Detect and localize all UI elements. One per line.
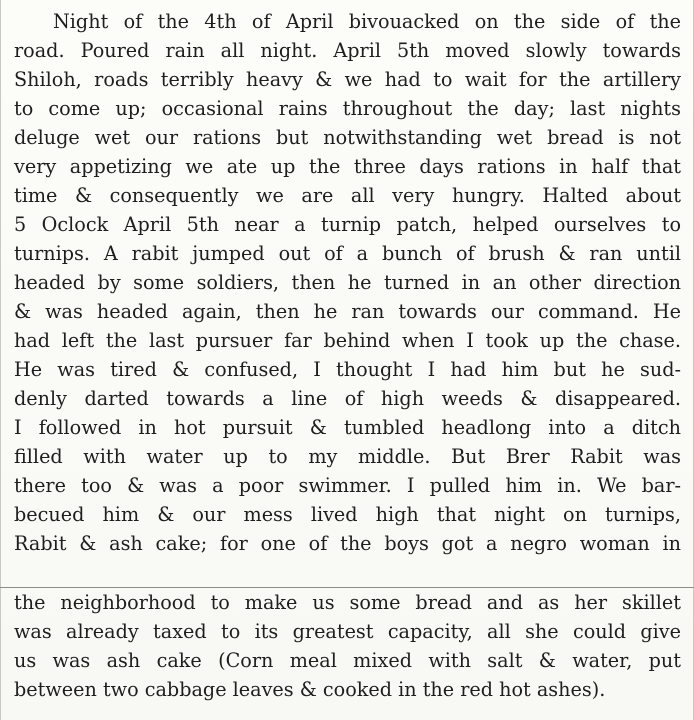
text-line-11-content: & was headed again, then he ran towards our command. He [14, 300, 681, 323]
text-line-4 [14, 94, 681, 123]
text-line-16 [14, 442, 681, 471]
text-line-8 [14, 210, 681, 239]
text-line-13-content: He was tired & confused, I thought I had him but he sud- [14, 358, 681, 381]
text-line-23-content: between two cabbage leaves & cooked in the red hot ashes). [14, 678, 606, 701]
text-line-23 [14, 675, 681, 704]
text-line-7 [14, 181, 681, 210]
text-line-16-content: filled with water up to my middle. But Brer Rabit was [14, 445, 681, 468]
text-line-3 [14, 65, 681, 94]
text-line-17-content: there too & was a poor swimmer. I pulled him in. We bar- [14, 474, 681, 497]
text-line-20 [14, 588, 681, 617]
text-line-9 [14, 239, 681, 268]
text-line-22 [14, 646, 681, 675]
text-line-15 [14, 413, 681, 442]
text-line-18 [14, 500, 681, 529]
text-line-14-content: denly darted towards a line of high weeds & disappeared. [14, 387, 681, 410]
text-line-19 [14, 529, 681, 558]
text-line-5-content: deluge wet our rations but notwithstanding wet bread is not [14, 126, 681, 149]
text-line-2-content: road. Poured rain all night. April 5th moved slowly towards [14, 39, 681, 62]
text-line-10 [14, 268, 681, 297]
text-line-3-content: Shiloh, roads terribly heavy & we had to wait for the artillery [14, 68, 681, 91]
text-line-1-content: Night of the 4th of April bivouacked on the side of the [53, 10, 681, 33]
text-line-10-content: headed by some soldiers, then he turned in an other direction [14, 271, 681, 294]
text-line-19-content: Rabit & ash cake; for one of the boys got a negro woman in [14, 532, 681, 555]
text-line-11 [14, 297, 681, 326]
text-line-12 [14, 326, 681, 355]
text-line-9-content: turnips. A rabit jumped out of a bunch of brush & ran until [14, 242, 681, 265]
text-line-2 [14, 36, 681, 65]
text-line-18-content: becued him & our mess lived high that night on turnips, [14, 503, 681, 526]
text-line-21 [14, 617, 681, 646]
text-line-15-content: I followed in hot pursuit & tumbled headlong into a ditch [14, 416, 681, 439]
text-line-6 [14, 152, 681, 181]
text-line-22-content: us was ash cake (Corn meal mixed with salt & water, put [14, 649, 681, 672]
text-line-13 [14, 355, 681, 384]
text-line-5 [14, 123, 681, 152]
text-line-14 [14, 384, 681, 413]
text-line-6-content: very appetizing we ate up the three days rations in half that [14, 155, 681, 178]
clipping-left-edge [0, 0, 1, 720]
text-line-8-content: 5 Oclock April 5th near a turnip patch, helped ourselves to [14, 213, 681, 236]
text-line-21-content: was already taxed to its greatest capacity, all she could give [14, 620, 681, 643]
text-line-7-content: time & consequently we are all very hungry. Halted about [14, 184, 681, 207]
text-line-12-content: had left the last pursuer far behind when I took up the chase. [14, 329, 681, 352]
text-line-20-content: the neighborhood to make us some bread and as her skillet [14, 591, 681, 614]
text-line-1 [53, 7, 681, 36]
text-line-17 [14, 471, 681, 500]
text-line-4-content: to come up; occasional rains throughout the day; last nights [14, 97, 681, 120]
